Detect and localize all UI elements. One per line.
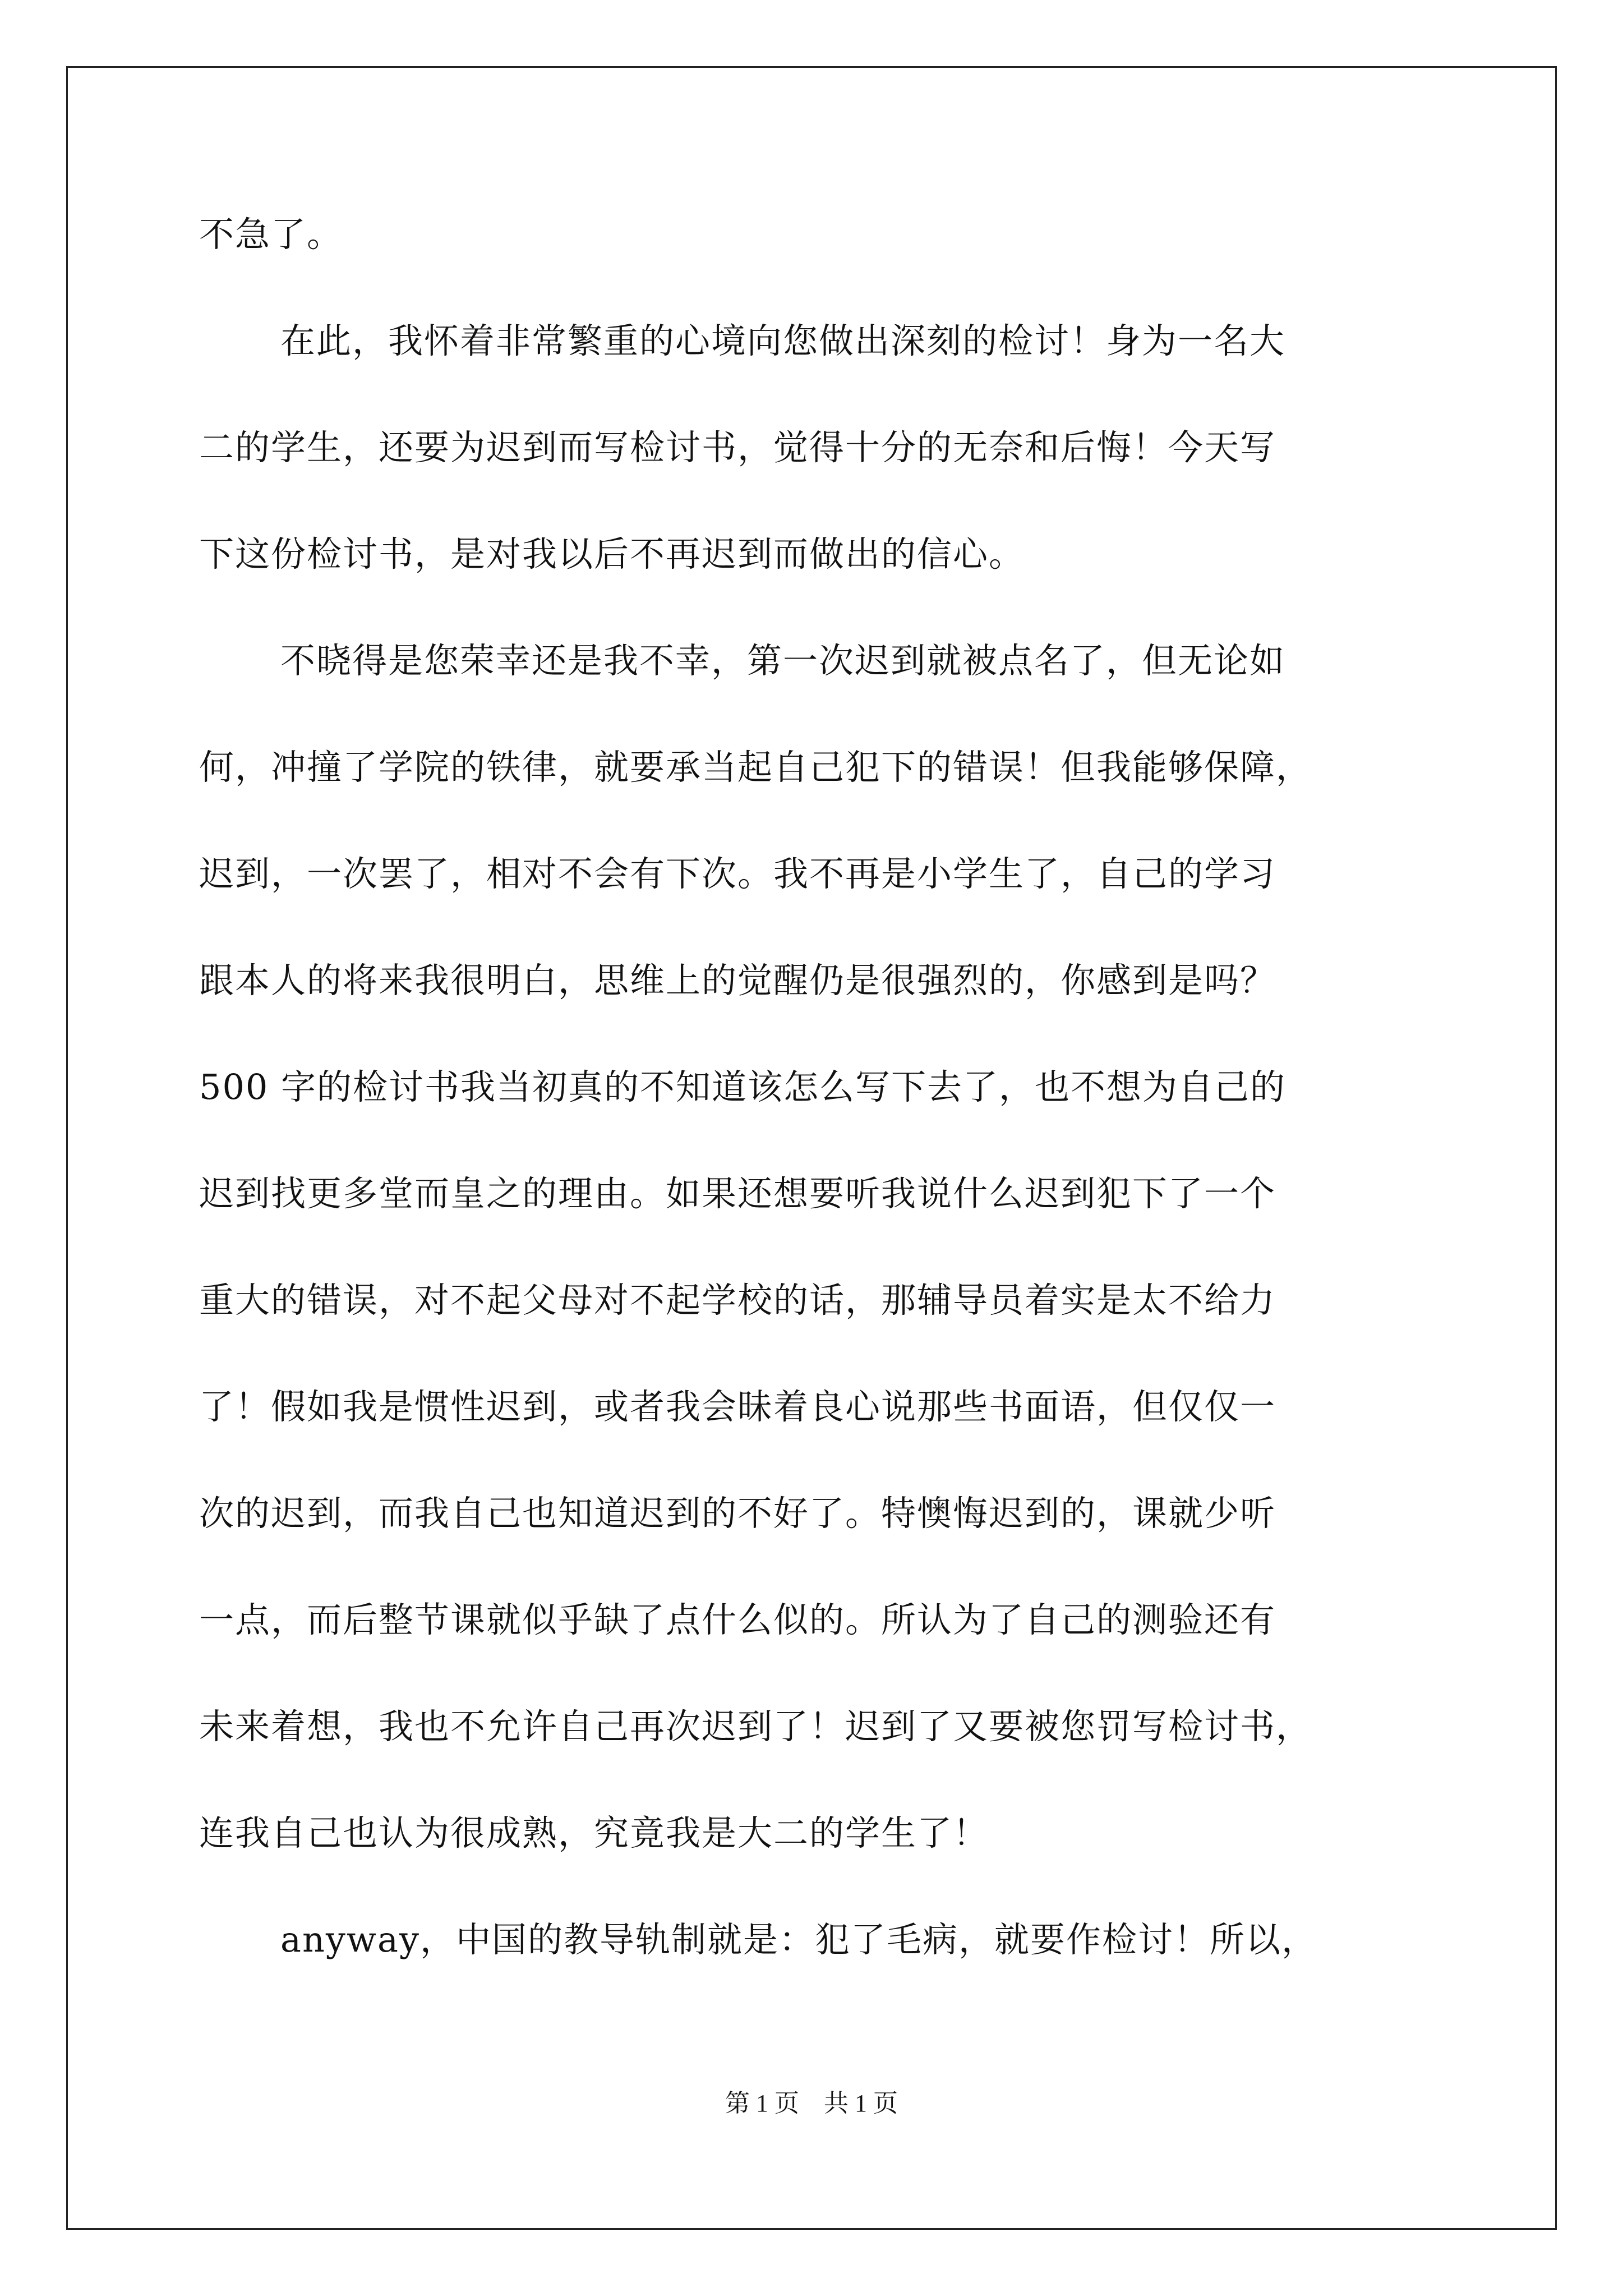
text-line: 跟本人的将来我很明白，思维上的觉醒仍是很强烈的，你感到是吗？ [199, 960, 1276, 1001]
text-line: 何，冲撞了学院的铁律，就要承当起自己犯下的错误！但我能够保障， [199, 747, 1312, 788]
text-line: 了！假如我是惯性迟到，或者我会昧着良心说那些书面语，但仅仅一 [199, 1386, 1276, 1427]
text-line: 次的迟到，而我自己也知道迟到的不好了。特懊悔迟到的，课就少听 [199, 1493, 1276, 1534]
text-line: 不急了。 [199, 214, 343, 255]
text-line: 一点，而后整节课就似乎缺了点什么似的。所认为了自己的测验还有 [199, 1599, 1276, 1640]
text-line: 迟到，一次罢了，相对不会有下次。我不再是小学生了，自己的学习 [199, 853, 1276, 894]
text-line: 重大的错误，对不起父母对不起学校的话，那辅导员着实是太不给力 [199, 1280, 1276, 1320]
text-line: 在此，我怀着非常繁重的心境向您做出深刻的检讨！身为一名大 [280, 320, 1286, 361]
text-line: anyway，中国的教导轨制就是：犯了毛病，就要作检讨！所以， [280, 1919, 1317, 1960]
text-line: 未来着想，我也不允许自己再次迟到了！迟到了又要被您罚写检讨书， [199, 1706, 1312, 1747]
text-line: 下这份检讨书，是对我以后不再迟到而做出的信心。 [199, 533, 1025, 574]
text-line: 500 字的检讨书我当初真的不知道该怎么写下去了，也不想为自己的 [199, 1066, 1287, 1107]
text-line: 二的学生，还要为迟到而写检讨书，觉得十分的无奈和后悔！今天写 [199, 427, 1276, 468]
text-line: 不晓得是您荣幸还是我不幸，第一次迟到就被点名了，但无论如 [280, 640, 1286, 681]
text-line: 连我自己也认为很成熟，究竟我是大二的学生了！ [199, 1812, 989, 1853]
text-line: 迟到找更多堂而皇之的理由。如果还想要听我说什么迟到犯下了一个 [199, 1173, 1276, 1214]
page-footer: 第 1 页 共 1 页 [725, 2090, 898, 2117]
page-border [66, 66, 1557, 2230]
